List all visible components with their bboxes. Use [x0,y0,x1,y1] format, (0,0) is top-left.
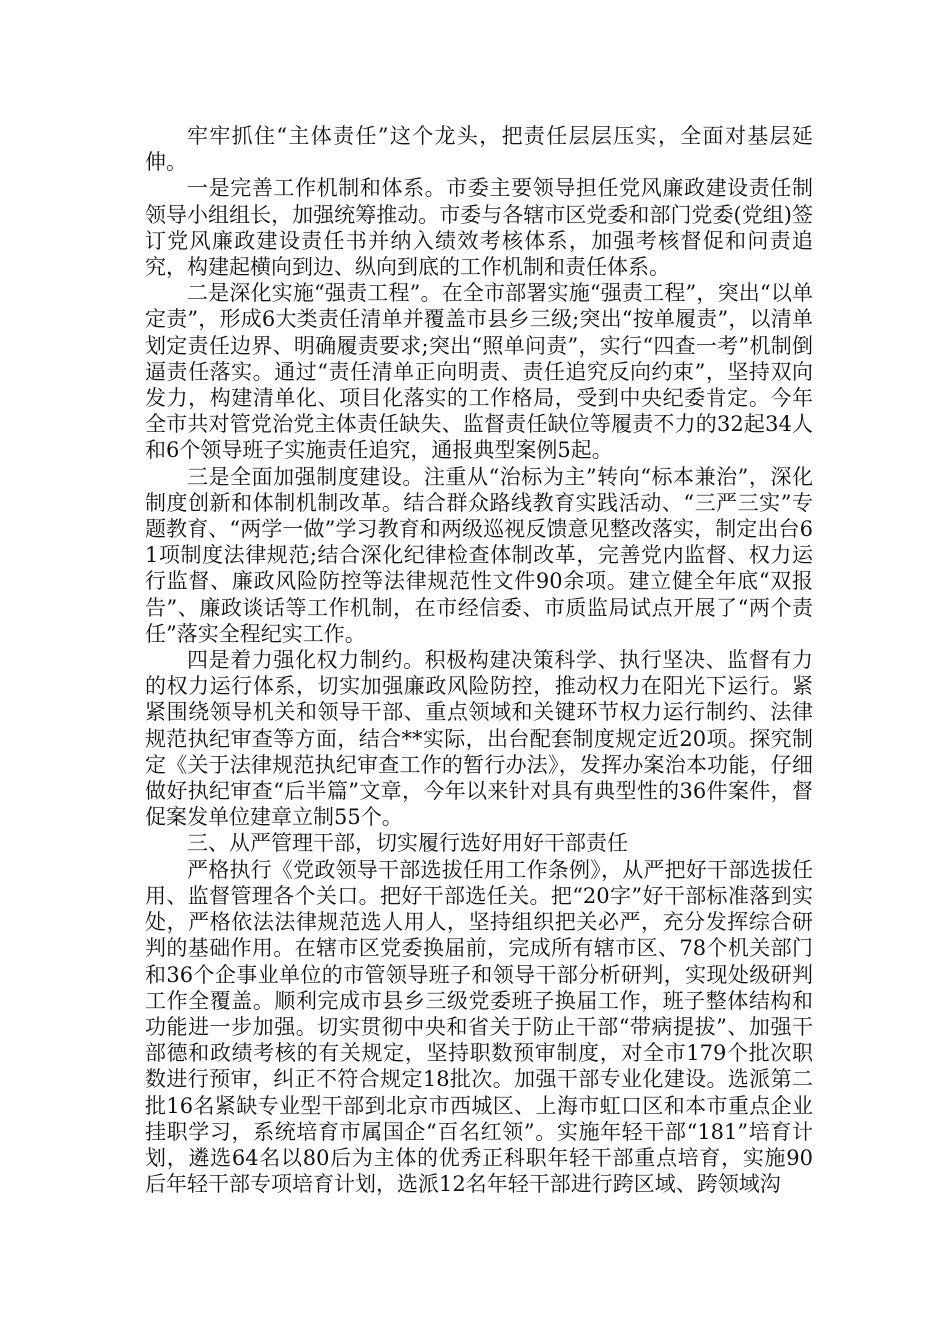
paragraph-section-body: 严格执行《党政领导干部选拔任用工作条例》，从严把好干部选拔任用、监督管理各个关口。把好干部选任关。把“20字”好干部标准落到实处，严格依法法律规范选人用人，坚持组织把关必严，充分发挥综合研判的基础作用。在辖市区党委换届前，完成所有辖市区、78个机关部门和36个企事业单位的市管领导班子和领导干部分析研判，实现处级研判工作全覆盖。顺利完成市县乡三级党委班子换届工作，班子整体结构和功能进一步加强。切实贯彻中央和省关于防止干部“带病提拔”、加强干部德和政绩考核的有关规定，坚持职数预审制度，对全市179个批次职数进行预审，纠正不符合规定18批次。加强干部专业化建设。选派第二批16名紧缺专业型干部到北京市西城区、上海市虹口区和本市重点企业挂职学习，系统培育市属国企“百名红领”。实施年轻干部“181”培育计划，遴选64名以80后为主体的优秀正科职年轻干部重点培育，实施90后年轻干部专项培育计划，选派12名年轻干部进行跨区域、跨领域沟 [145,857,813,1197]
document-body [145,123,813,1197]
paragraph-item-4: 四是着力强化权力制约。积极构建决策科学、执行坚决、监督有力的权力运行体系，切实加强廉政风险防控，推动权力在阳光下运行。紧紧围绕领导机关和领导干部、重点领域和关键环节权力运行制约、法律规范执纪审查等方面，结合**实际，出台配套制度规定近20项。探究制定《关于法律规范执纪审查工作的暂行办法》，发挥办案治本功能，仔细做好执纪审查“后半篇”文章，今年以来针对具有典型性的36件案件，督促案发单位建章立制55个。 [145,648,813,830]
section-heading: 三、从严管理干部，切实履行选好用好干部责任 [187,831,628,856]
paragraph-item-2: 二是深化实施“强责工程”。在全市部署实施“强责工程”，突出“以单定责”，形成6大类责任清单并覆盖市县乡三级;突出“按单履责”，以清单划定责任边界、明确履责要求;突出“照单问责”，实行“四查一考”机制倒逼责任落实。通过“责任清单正向明责、责任追究反向约束”，坚持双向发力，构建清单化、项目化落实的工作格局，受到中央纪委肯定。今年全市共对管党治党主体责任缺失、监督责任缺位等履责不力的32起34人和6个领导班子实施责任追究，通报典型案例5起。 [145,281,813,463]
paragraph-item-1: 一是完善工作机制和体系。市委主要领导担任党风廉政建设责任制领导小组组长，加强统筹推动。市委与各辖市区党委和部门党委(党组)签订党风廉政建设责任书并纳入绩效考核体系，加强考核督促和问责追究，构建起横向到边、纵向到底的工作机制和责任体系。 [145,176,813,280]
paragraph-item-3: 三是全面加强制度建设。注重从“治标为主”转向“标本兼治”，深化制度创新和体制机制改革。结合群众路线教育实践活动、“三严三实”专题教育、“两学一做”学习教育和两级巡视反馈意见整改落实，制定出台61项制度法律规范;结合深化纪律检查体制改革，完善党内监督、权力运行监督、廉政风险防控等法律规范性文件90余项。建立健全年底“双报告”、廉政谈话等工作机制，在市经信委、市质监局试点开展了“两个责任”落实全程纪实工作。 [145,464,813,646]
paragraph-intro: 牢牢抓住“主体责任”这个龙头，把责任层层压实，全面对基层延伸。 [145,124,813,175]
